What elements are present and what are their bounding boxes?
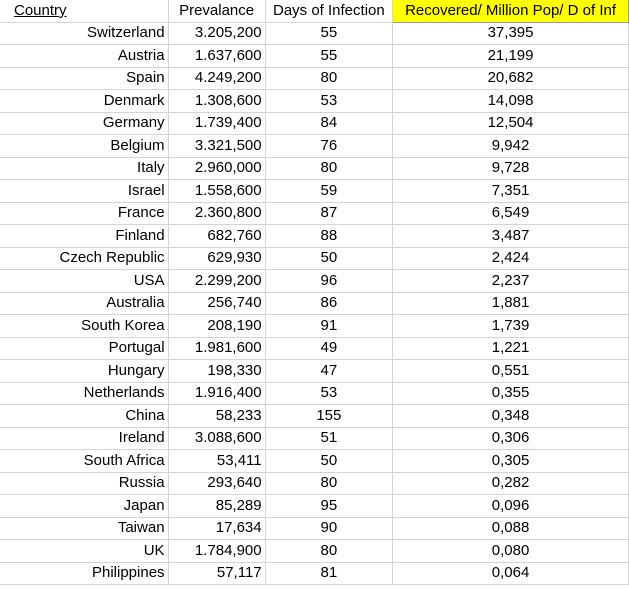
recovered-cell[interactable]: 0,064 [393,562,629,585]
recovered-cell[interactable]: 21,199 [393,45,629,68]
prevalance-cell[interactable]: 3.205,200 [168,22,265,45]
days-cell[interactable]: 55 [265,45,392,68]
table-row [0,90,629,113]
recovered-cell[interactable]: 3,487 [393,225,629,248]
prevalance-cell[interactable]: 1.308,600 [168,90,265,113]
header-row [0,0,629,22]
prevalance-cell[interactable]: 293,640 [168,472,265,495]
country-cell[interactable]: Australia [0,292,168,315]
country-cell[interactable]: Japan [0,495,168,518]
header-days-of-infection[interactable]: Days of Infection [265,0,392,22]
recovered-cell[interactable]: 0,348 [393,405,629,428]
country-cell[interactable]: Czech Republic [0,247,168,270]
prevalance-cell[interactable]: 1.558,600 [168,180,265,203]
country-cell[interactable]: USA [0,270,168,293]
recovered-cell[interactable]: 1,739 [393,315,629,338]
table-row [0,45,629,68]
recovered-cell[interactable]: 0,551 [393,360,629,383]
days-cell[interactable]: 53 [265,90,392,113]
days-cell[interactable]: 88 [265,225,392,248]
prevalance-cell[interactable]: 85,289 [168,495,265,518]
prevalance-cell[interactable]: 17,634 [168,517,265,540]
recovered-cell[interactable]: 2,237 [393,270,629,293]
table-row [0,562,629,585]
prevalance-cell[interactable]: 57,117 [168,562,265,585]
table-row [0,270,629,293]
prevalance-cell[interactable]: 2.960,000 [168,157,265,180]
days-cell[interactable]: 51 [265,427,392,450]
recovered-cell[interactable]: 37,395 [393,22,629,45]
days-cell[interactable]: 80 [265,472,392,495]
table-row [0,67,629,90]
table-row [0,180,629,203]
table-row [0,360,629,383]
recovered-cell[interactable]: 9,728 [393,157,629,180]
country-cell[interactable]: Ireland [0,427,168,450]
country-cell[interactable]: UK [0,540,168,563]
table-row [0,450,629,473]
table-row [0,157,629,180]
prevalance-cell[interactable]: 682,760 [168,225,265,248]
recovered-cell[interactable]: 2,424 [393,247,629,270]
days-cell[interactable]: 86 [265,292,392,315]
recovered-cell[interactable]: 0,282 [393,472,629,495]
table-row [0,472,629,495]
recovered-cell[interactable]: 0,355 [393,382,629,405]
recovered-cell[interactable]: 9,942 [393,135,629,158]
recovered-cell[interactable]: 6,549 [393,202,629,225]
days-cell[interactable]: 81 [265,562,392,585]
days-cell[interactable]: 80 [265,157,392,180]
country-cell[interactable]: Finland [0,225,168,248]
table-row [0,135,629,158]
prevalance-cell[interactable]: 1.784,900 [168,540,265,563]
country-cell[interactable]: Russia [0,472,168,495]
days-cell[interactable]: 59 [265,180,392,203]
prevalance-cell[interactable]: 53,411 [168,450,265,473]
table-row [0,427,629,450]
country-cell[interactable]: Philippines [0,562,168,585]
recovered-cell[interactable]: 0,096 [393,495,629,518]
header-prevalance[interactable]: Prevalance [168,0,265,22]
recovered-cell[interactable]: 12,504 [393,112,629,135]
table-row [0,225,629,248]
prevalance-cell[interactable]: 4.249,200 [168,67,265,90]
days-cell[interactable]: 55 [265,22,392,45]
days-cell[interactable]: 47 [265,360,392,383]
prevalance-cell[interactable]: 256,740 [168,292,265,315]
prevalance-cell[interactable]: 3.088,600 [168,427,265,450]
days-cell[interactable]: 80 [265,67,392,90]
table-row [0,292,629,315]
country-cell[interactable]: Italy [0,157,168,180]
days-cell[interactable]: 90 [265,517,392,540]
recovered-cell[interactable]: 7,351 [393,180,629,203]
prevalance-cell[interactable]: 1.981,600 [168,337,265,360]
days-cell[interactable]: 84 [265,112,392,135]
prevalance-cell[interactable]: 3.321,500 [168,135,265,158]
table-row [0,517,629,540]
recovered-cell[interactable]: 1,881 [393,292,629,315]
days-cell[interactable]: 87 [265,202,392,225]
recovered-cell[interactable]: 20,682 [393,67,629,90]
table-row [0,22,629,45]
days-cell[interactable]: 95 [265,495,392,518]
country-cell[interactable]: China [0,405,168,428]
table-row [0,247,629,270]
prevalance-cell[interactable]: 629,930 [168,247,265,270]
table-row [0,112,629,135]
prevalance-cell[interactable]: 208,190 [168,315,265,338]
prevalance-cell[interactable]: 1.637,600 [168,45,265,68]
days-cell[interactable]: 80 [265,540,392,563]
table-row [0,405,629,428]
country-cell[interactable]: Hungary [0,360,168,383]
prevalance-cell[interactable]: 1.739,400 [168,112,265,135]
recovered-cell[interactable]: 0,305 [393,450,629,473]
header-country[interactable]: Country [0,0,168,22]
country-cell[interactable]: Portugal [0,337,168,360]
recovered-cell[interactable]: 14,098 [393,90,629,113]
days-cell[interactable]: 50 [265,247,392,270]
country-cell[interactable]: Taiwan [0,517,168,540]
country-cell[interactable]: South Africa [0,450,168,473]
country-cell[interactable]: Israel [0,180,168,203]
recovered-cell[interactable]: 0,306 [393,427,629,450]
table-row [0,202,629,225]
country-cell[interactable]: Netherlands [0,382,168,405]
days-cell[interactable]: 91 [265,315,392,338]
days-cell[interactable]: 155 [265,405,392,428]
prevalance-cell[interactable]: 2.299,200 [168,270,265,293]
country-cell[interactable]: Spain [0,67,168,90]
country-cell[interactable]: Belgium [0,135,168,158]
table-row [0,315,629,338]
table-row [0,495,629,518]
table-row [0,337,629,360]
country-cell[interactable]: Austria [0,45,168,68]
header-recovered[interactable]: Recovered/ Million Pop/ D of Inf [393,0,629,22]
days-cell[interactable]: 50 [265,450,392,473]
table-row [0,540,629,563]
country-cell[interactable]: South Korea [0,315,168,338]
prevalance-cell[interactable]: 1.916,400 [168,382,265,405]
prevalance-cell[interactable]: 198,330 [168,360,265,383]
country-cell[interactable]: France [0,202,168,225]
days-cell[interactable]: 96 [265,270,392,293]
days-cell[interactable]: 49 [265,337,392,360]
prevalance-cell[interactable]: 58,233 [168,405,265,428]
recovered-cell[interactable]: 1,221 [393,337,629,360]
days-cell[interactable]: 76 [265,135,392,158]
country-cell[interactable]: Switzerland [0,22,168,45]
country-cell[interactable]: Germany [0,112,168,135]
prevalance-cell[interactable]: 2.360,800 [168,202,265,225]
recovered-cell[interactable]: 0,088 [393,517,629,540]
country-cell[interactable]: Denmark [0,90,168,113]
recovered-cell[interactable]: 0,080 [393,540,629,563]
days-cell[interactable]: 53 [265,382,392,405]
table-row [0,382,629,405]
